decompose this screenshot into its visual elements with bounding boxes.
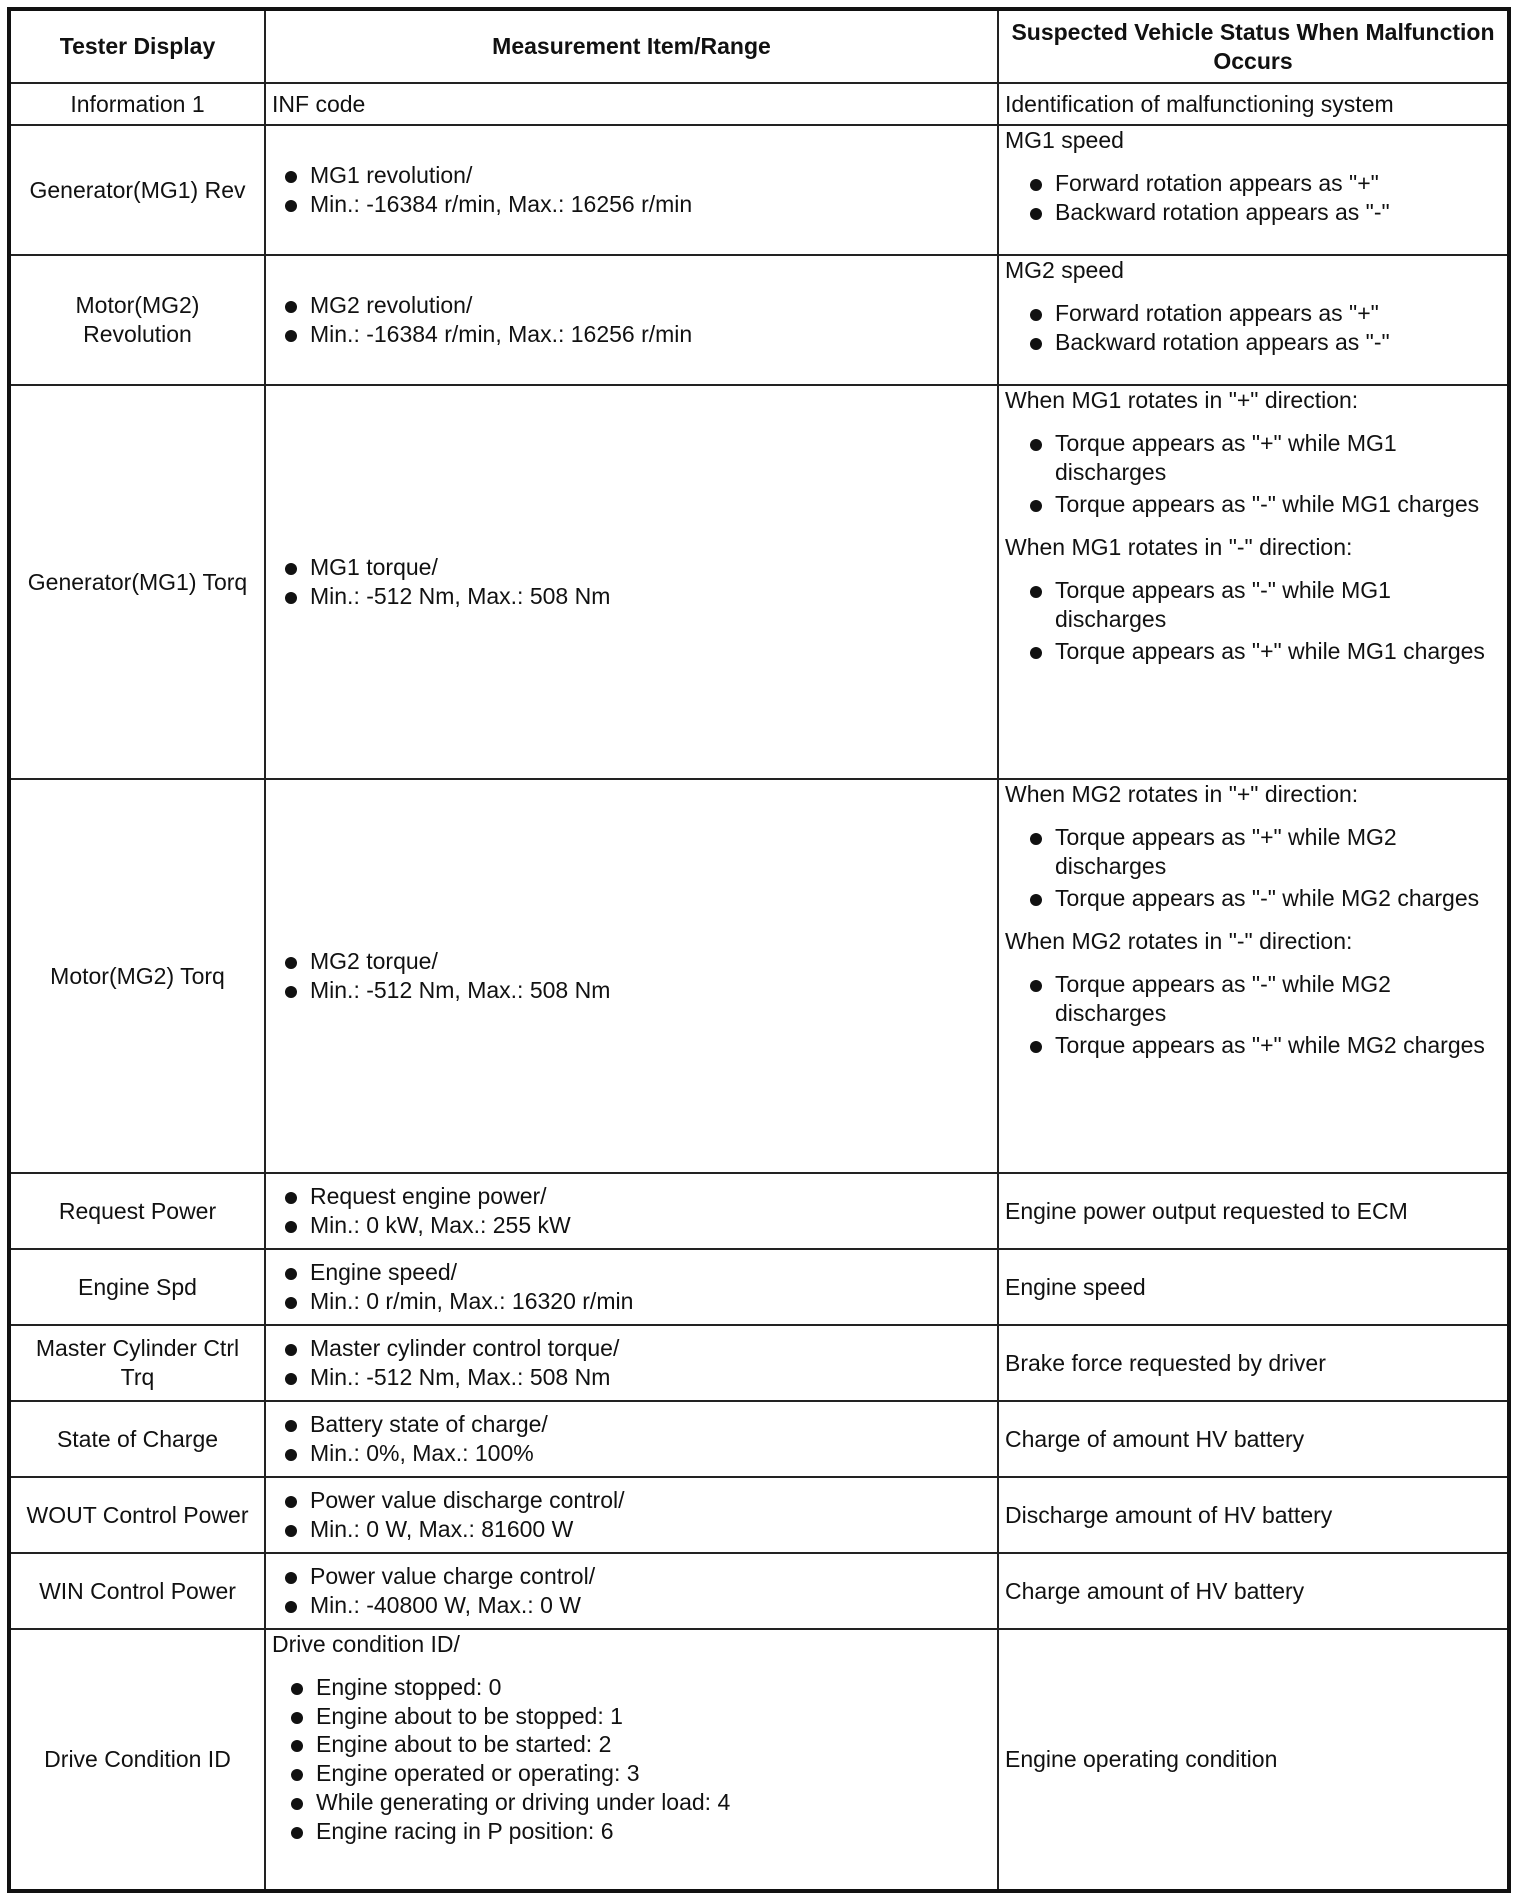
list-item: Min.: 0 kW, Max.: 255 kW xyxy=(272,1211,991,1240)
measurement-cell xyxy=(265,1401,998,1477)
measurement-bullet-list xyxy=(272,1673,991,1846)
tester-display-cell: Motor(MG2) Revolution xyxy=(9,255,265,385)
tester-display-cell: Generator(MG1) Torq xyxy=(9,385,265,779)
list-item: While generating or driving under load: 4 xyxy=(278,1788,991,1817)
table-row xyxy=(9,125,1509,255)
status-bullet-list xyxy=(1005,970,1501,1060)
list-item: Engine operated or operating: 3 xyxy=(278,1759,991,1788)
tester-display-cell: Master Cylinder Ctrl Trq xyxy=(9,1325,265,1401)
list-item: MG1 revolution/ xyxy=(272,161,991,190)
list-item: Engine about to be started: 2 xyxy=(278,1730,991,1759)
table-row xyxy=(9,1553,1509,1629)
measurement-bullet-list xyxy=(272,553,991,611)
tester-display-cell: WIN Control Power xyxy=(9,1553,265,1629)
status-cell: Engine power output requested to ECM xyxy=(998,1173,1509,1249)
header-suspected-status: Suspected Vehicle Status When Malfunction Occurs xyxy=(998,9,1509,83)
list-item: Min.: 0 W, Max.: 81600 W xyxy=(272,1515,991,1544)
status-heading: When MG1 rotates in "+" direction: xyxy=(1005,387,1359,413)
status-bullet-list xyxy=(1005,429,1501,519)
measurement-cell xyxy=(265,779,998,1173)
measurement-bullet-list xyxy=(272,1258,991,1316)
list-item: Master cylinder control torque/ xyxy=(272,1334,991,1363)
list-item: Battery state of charge/ xyxy=(272,1410,991,1439)
list-item: Engine about to be stopped: 1 xyxy=(278,1702,991,1731)
list-item: Backward rotation appears as "-" xyxy=(1017,328,1501,357)
list-item: Forward rotation appears as "+" xyxy=(1017,169,1501,198)
status-cell: Discharge amount of HV battery xyxy=(998,1477,1509,1553)
tester-display-cell: WOUT Control Power xyxy=(9,1477,265,1553)
status-cell: Engine operating condition xyxy=(998,1629,1509,1891)
header-tester-display: Tester Display xyxy=(9,9,265,83)
list-item: Torque appears as "-" while MG2 charges xyxy=(1017,884,1501,913)
list-item: Request engine power/ xyxy=(272,1182,991,1211)
list-item: MG2 torque/ xyxy=(272,947,991,976)
list-item: Torque appears as "-" while MG1 charges xyxy=(1017,490,1501,519)
list-item: Min.: -512 Nm, Max.: 508 Nm xyxy=(272,976,991,1005)
measurement-cell xyxy=(265,1325,998,1401)
list-item: Engine racing in P position: 6 xyxy=(278,1817,991,1846)
status-cell xyxy=(998,779,1509,1173)
status-bullet-list xyxy=(1005,576,1501,666)
status-cell: Identification of malfunctioning system xyxy=(998,83,1509,125)
status-cell: Brake force requested by driver xyxy=(998,1325,1509,1401)
list-item: Backward rotation appears as "-" xyxy=(1017,198,1501,227)
measurement-bullet-list xyxy=(272,161,991,219)
list-item: Power value charge control/ xyxy=(272,1562,991,1591)
table-row xyxy=(9,1249,1509,1325)
tester-display-cell: Information 1 xyxy=(9,83,265,125)
measurement-cell xyxy=(265,385,998,779)
list-item: Torque appears as "+" while MG1 discharges xyxy=(1017,429,1501,487)
tester-display-cell: Motor(MG2) Torq xyxy=(9,779,265,1173)
tester-display-cell: Generator(MG1) Rev xyxy=(9,125,265,255)
list-item: Power value discharge control/ xyxy=(272,1486,991,1515)
list-item: Torque appears as "-" while MG1 discharges xyxy=(1017,576,1501,634)
measurement-bullet-list xyxy=(272,1410,991,1468)
data-list-table xyxy=(7,7,1511,1893)
tester-display-cell: Request Power xyxy=(9,1173,265,1249)
status-heading: MG1 speed xyxy=(1005,127,1124,153)
measurement-heading: Drive condition ID/ xyxy=(272,1631,460,1657)
table-row xyxy=(9,1401,1509,1477)
measurement-bullet-list xyxy=(272,291,991,349)
measurement-cell xyxy=(265,1249,998,1325)
list-item: Min.: 0%, Max.: 100% xyxy=(272,1439,991,1468)
header-row xyxy=(9,9,1509,83)
measurement-cell xyxy=(265,255,998,385)
tester-display-cell: State of Charge xyxy=(9,1401,265,1477)
table-row xyxy=(9,1173,1509,1249)
measurement-bullet-list xyxy=(272,947,991,1005)
status-cell: Engine speed xyxy=(998,1249,1509,1325)
status-cell xyxy=(998,255,1509,385)
table-row xyxy=(9,385,1509,779)
list-item: Engine speed/ xyxy=(272,1258,991,1287)
status-cell xyxy=(998,385,1509,779)
status-heading: MG2 speed xyxy=(1005,257,1124,283)
measurement-cell xyxy=(265,1553,998,1629)
table-row xyxy=(9,1325,1509,1401)
list-item: Min.: -40800 W, Max.: 0 W xyxy=(272,1591,991,1620)
measurement-cell xyxy=(265,125,998,255)
list-item: Min.: -512 Nm, Max.: 508 Nm xyxy=(272,1363,991,1392)
list-item: MG1 torque/ xyxy=(272,553,991,582)
list-item: Forward rotation appears as "+" xyxy=(1017,299,1501,328)
list-item: Torque appears as "+" while MG1 charges xyxy=(1017,637,1501,666)
table-row xyxy=(9,779,1509,1173)
status-cell: Charge amount of HV battery xyxy=(998,1553,1509,1629)
measurement-bullet-list xyxy=(272,1334,991,1392)
status-heading: When MG1 rotates in "-" direction: xyxy=(1005,534,1353,560)
measurement-cell xyxy=(265,1477,998,1553)
list-item: Engine stopped: 0 xyxy=(278,1673,991,1702)
status-bullet-list xyxy=(1005,299,1501,357)
measurement-bullet-list xyxy=(272,1486,991,1544)
list-item: Min.: -16384 r/min, Max.: 16256 r/min xyxy=(272,320,991,349)
list-item: Torque appears as "+" while MG2 discharges xyxy=(1017,823,1501,881)
status-bullet-list xyxy=(1005,823,1501,913)
list-item: Min.: 0 r/min, Max.: 16320 r/min xyxy=(272,1287,991,1316)
status-cell: Charge of amount HV battery xyxy=(998,1401,1509,1477)
status-heading: When MG2 rotates in "-" direction: xyxy=(1005,928,1353,954)
tester-display-cell: Engine Spd xyxy=(9,1249,265,1325)
status-bullet-list xyxy=(1005,169,1501,227)
measurement-cell: INF code xyxy=(265,83,998,125)
table-row xyxy=(9,83,1509,125)
list-item: Torque appears as "-" while MG2 discharges xyxy=(1017,970,1501,1028)
measurement-cell xyxy=(265,1629,998,1891)
table-row xyxy=(9,1477,1509,1553)
table-row xyxy=(9,1629,1509,1891)
measurement-bullet-list xyxy=(272,1562,991,1620)
header-measurement-item-range: Measurement Item/Range xyxy=(265,9,998,83)
list-item: Min.: -512 Nm, Max.: 508 Nm xyxy=(272,582,991,611)
measurement-bullet-list xyxy=(272,1182,991,1240)
tester-display-cell: Drive Condition ID xyxy=(9,1629,265,1891)
status-cell xyxy=(998,125,1509,255)
table-row xyxy=(9,255,1509,385)
list-item: Torque appears as "+" while MG2 charges xyxy=(1017,1031,1501,1060)
status-heading: When MG2 rotates in "+" direction: xyxy=(1005,781,1359,807)
list-item: MG2 revolution/ xyxy=(272,291,991,320)
list-item: Min.: -16384 r/min, Max.: 16256 r/min xyxy=(272,190,991,219)
measurement-cell xyxy=(265,1173,998,1249)
